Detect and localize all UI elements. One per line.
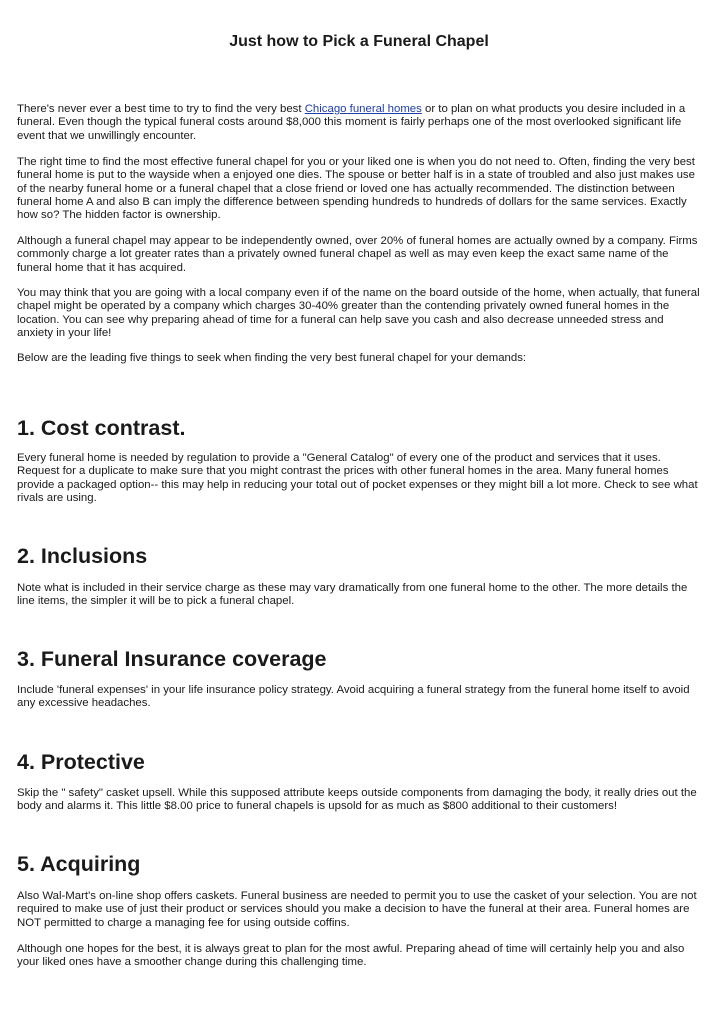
section-paragraph: Skip the " safety" casket upsell. While this supposed attribute keeps outside components from damaging the body, it really dries out the body and alarms it. This little $8.00 price to funeral chapels is upsold for as much as $800 additional to their customers! [17, 787, 697, 813]
section-heading: 4. Protective [17, 750, 145, 774]
body-paragraph: Below are the leading five things to seek when finding the very best funeral chapel for your demands: [17, 352, 527, 364]
section-heading: 5. Acquiring [17, 852, 141, 876]
section-inclusions [17, 543, 701, 609]
section-heading: 3. Funeral Insurance coverage [17, 647, 327, 671]
section-heading: 2. Inclusions [17, 544, 148, 568]
body-paragraph: You may think that you are going with a local company even if of the name on the board outside of the home, when actually, that funeral chapel might be operated by a company which charges 30-40% greater than the contending privately owned funeral homes in the location. You can see why preparing ahead of time for a funeral can help save you cash and also decrease unneeded stress and anxiety in your life! [17, 287, 700, 339]
paragraph-leading-five [17, 352, 701, 365]
section-paragraph: Also Wal-Mart's on-line shop offers caskets. Funeral business are needed to permit you to use the casket of your selection. You are not required to make use of just their product or services should you make a decision to have the funeral at their area. Funeral homes are NOT permitted to charge a managing fee for using outside coffins. [17, 890, 697, 929]
section-paragraph: Note what is included in their service charge as these may vary dramatically from one funeral home to the other. The more details the line items, the simpler it will be to pick a funeral chapel. [17, 582, 688, 608]
section-protective [17, 749, 701, 814]
intro-paragraph [17, 103, 701, 143]
section-cost-contrast [17, 415, 701, 505]
section-paragraph: Every funeral home is needed by regulation to provide a "General Catalog" of every one of the product and services that it uses. Request for a duplicate to make sure that you might contrast the prices with other funeral homes in the area. Many funeral homes provide a packaged option-- this may help in reducing your total out of pocket expenses or they might bill a lot more. Check to see what rivals are using. [17, 452, 698, 504]
section-heading: 1. Cost contrast. [17, 416, 186, 440]
paragraph-ownership [17, 156, 701, 222]
closing-paragraph: Although one hopes for the best, it is always great to plan for the most awful. Preparing ahead of time will certainly help you and also your liked ones have a smoother change during this challenging time. [17, 942, 685, 969]
paragraph-corporate [17, 235, 701, 275]
paragraph-local-company [17, 287, 701, 340]
body-paragraph: Although a funeral chapel may appear to be independently owned, over 20% of funeral homes are actually owned by a company. Firms commonly charge a lot greater rates than a privately owned funeral chapel as well as may even keep the exact same name of the funeral home that it has acquired. [17, 235, 698, 274]
section-paragraph: Include 'funeral expenses' in your life insurance policy strategy. Avoid acquiring a funeral strategy from the funeral home itself to avoid any excessive headaches. [17, 684, 690, 710]
chicago-funeral-homes-link[interactable]: Chicago funeral homes [304, 103, 422, 115]
section-funeral-insurance [17, 646, 701, 711]
section-acquiring [17, 851, 701, 969]
intro-text-end: or to plan on what products you desire included in a funeral. Even though the typical funeral costs around $8,000 this moment is fairly perhaps one of the most overlooked significant life event that we unwillingly encounter. [17, 103, 686, 142]
intro-block [17, 103, 701, 143]
body-paragraph: The right time to find the most effective funeral chapel for you or your liked one is when you do not need to. Often, finding the very best funeral home is put to the wayside when a enjoyed one dies. The spouse or better half is in a state of troubled and also just makes use of the nearby funeral home or a funeral chapel that a close friend or loved one has actually recommended. The distinction between funeral home A and also B can imply the difference between spending hundreds to hundreds of dollars for the same services. Exactly how so? The hidden factor is ownership. [17, 156, 695, 222]
intro-text-start: There's never ever a best time to try to find the very best [17, 103, 305, 115]
page-title: Just how to Pick a Funeral Chapel [229, 33, 489, 50]
